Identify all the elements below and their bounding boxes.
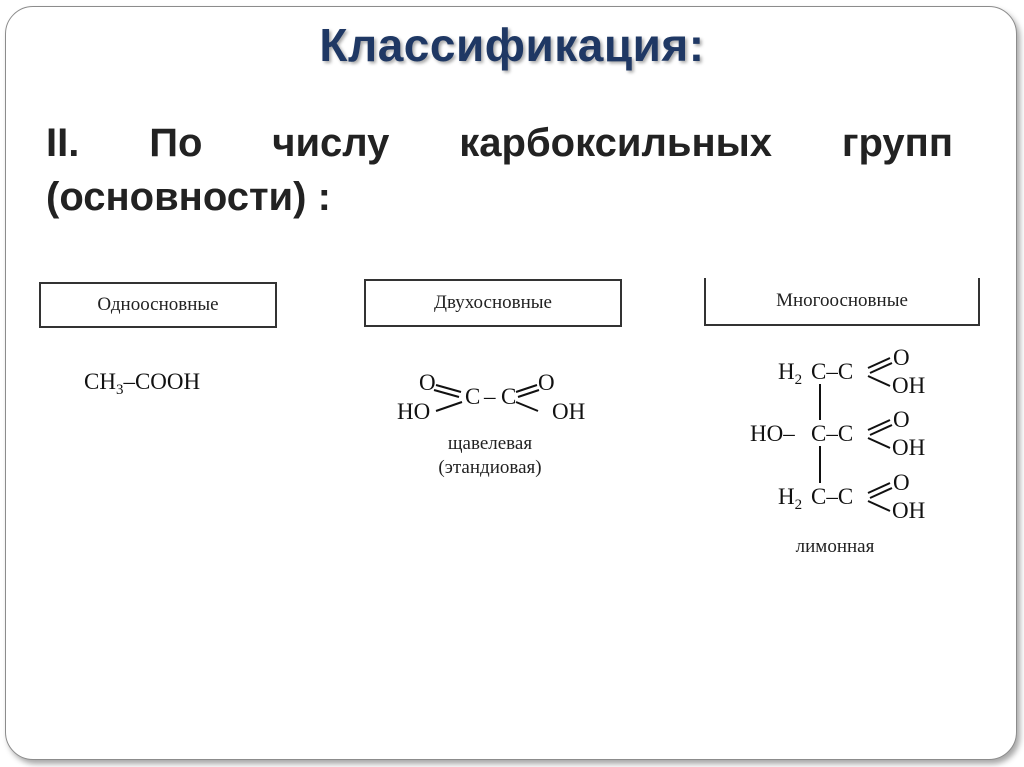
- section-heading-line2: (основности) :: [46, 175, 331, 219]
- label-dibasic: Двухосновные: [434, 292, 552, 313]
- citric-row3-ch2: $H_2$: [778, 484, 803, 513]
- citric-row3-oh: OH: [892, 498, 926, 523]
- citric-row2-ho: HO–: [750, 421, 795, 446]
- caption-citric: лимонная: [795, 536, 875, 557]
- citric-row3-cc: C–C: [811, 484, 854, 509]
- atom-o-right: O: [538, 370, 555, 395]
- label-polybasic: Многоосновные: [776, 290, 908, 311]
- citric-row2-cc: C–C: [811, 421, 854, 446]
- bond-c-c: –: [484, 384, 496, 409]
- citric-row1-cc: C–C: [811, 359, 854, 384]
- citric-row3-o: O: [893, 470, 910, 495]
- atom-c-right: C: [501, 384, 517, 409]
- section-heading-line1: II. По числу карбоксильных групп: [46, 121, 953, 165]
- formula-ch: CH: [84, 369, 116, 394]
- oxalic-right-single-bond: [516, 402, 538, 411]
- group-oh: OH: [552, 399, 586, 424]
- citric-r1-single: [868, 376, 890, 386]
- citric-r2-single: [868, 438, 890, 448]
- citric-r3-single: [868, 501, 890, 511]
- citric-row1-ch2: $H_2$: [778, 359, 803, 388]
- citric-row2-oh: OH: [892, 435, 926, 460]
- caption-oxalic-iupac: (этандиовая): [438, 457, 542, 478]
- atom-o-left: O: [419, 370, 436, 395]
- citric-row1-o: O: [893, 345, 910, 370]
- citric-row1-oh: OH: [892, 373, 926, 398]
- group-ho: HO: [397, 399, 431, 424]
- slide-title: Классификация:: [319, 19, 705, 71]
- atom-c-left: C: [465, 384, 481, 409]
- formula-cooh: –COOH: [123, 369, 201, 394]
- oxalic-left-single-bond: [436, 402, 462, 411]
- label-monobasic: Одноосновные: [97, 294, 219, 315]
- citric-row2-o: O: [893, 407, 910, 432]
- formula-sub: 3: [115, 382, 124, 398]
- caption-oxalic-name: щавелевая: [447, 433, 533, 454]
